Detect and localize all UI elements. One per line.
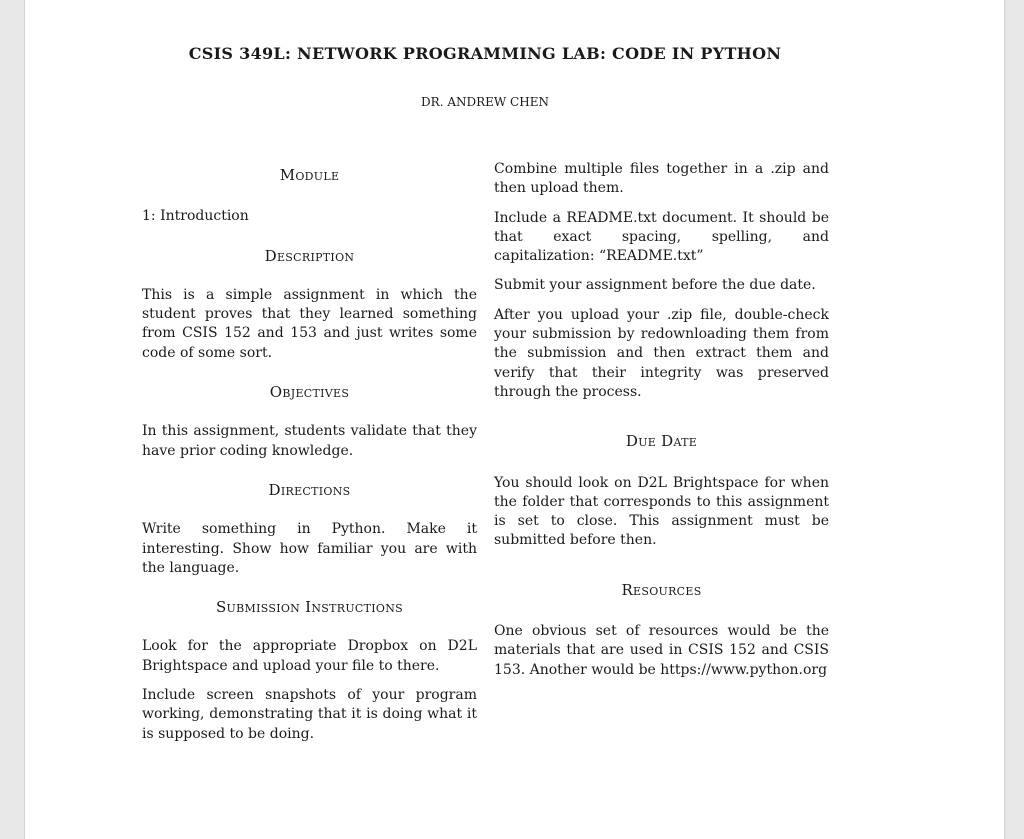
directions-text: Write something in Python. Make it interesting. Show how familiar you are with the language. <box>142 521 477 576</box>
description-heading: Description <box>264 246 355 265</box>
module-text: 1: Introduction <box>142 208 249 225</box>
due-date-text: You should look on D2L Brightspace for when the folder that corresponds to this assignment is set to close. This assignment must be submitted before then. <box>494 474 829 549</box>
submission-heading: Submission Instructions <box>215 598 404 617</box>
right-column <box>494 160 829 690</box>
verify-paragraph: After you upload your .zip file, double-check your submission by redownloading them from the submission and then extract them and verify that their integrity was preserved through the process. <box>494 306 829 400</box>
description-text: This is a simple assignment in which the student proves that they learned something from CSIS 152 and 153 and just writes some code of some sort. <box>142 286 477 361</box>
document-title: CSIS 349L: NETWORK PROGRAMMING LAB: CODE IN PYTHON <box>188 44 782 63</box>
submit-paragraph: Submit your assignment before the due date. <box>494 277 816 294</box>
resources-heading: Resources <box>621 580 702 599</box>
submission-paragraph-1: Look for the appropriate Dropbox on D2L Brightspace and upload your file to there. <box>142 638 477 674</box>
resources-text: One obvious set of resources would be the materials that are used in CSIS 152 and CSIS 153. Another would be https://www.python.org <box>494 623 829 678</box>
document-author: DR. ANDREW CHEN <box>421 95 549 109</box>
objectives-text: In this assignment, students validate that they have prior coding knowledge. <box>142 423 477 459</box>
zip-paragraph: Combine multiple files together in a .zip and then upload them. <box>494 161 829 197</box>
directions-heading: Directions <box>268 480 351 499</box>
module-heading: Module <box>279 166 340 184</box>
left-column <box>142 160 477 754</box>
document-page <box>24 0 1005 839</box>
readme-paragraph: Include a README.txt document. It should be that exact spacing, spelling, and capitalization: “README.txt” <box>494 209 829 265</box>
submission-paragraph-2: Include screen snapshots of your program working, demonstrating that it is doing what it is supposed to be doing. <box>142 687 477 742</box>
due-date-heading: Due Date <box>625 432 698 451</box>
objectives-heading: Objectives <box>269 383 350 402</box>
